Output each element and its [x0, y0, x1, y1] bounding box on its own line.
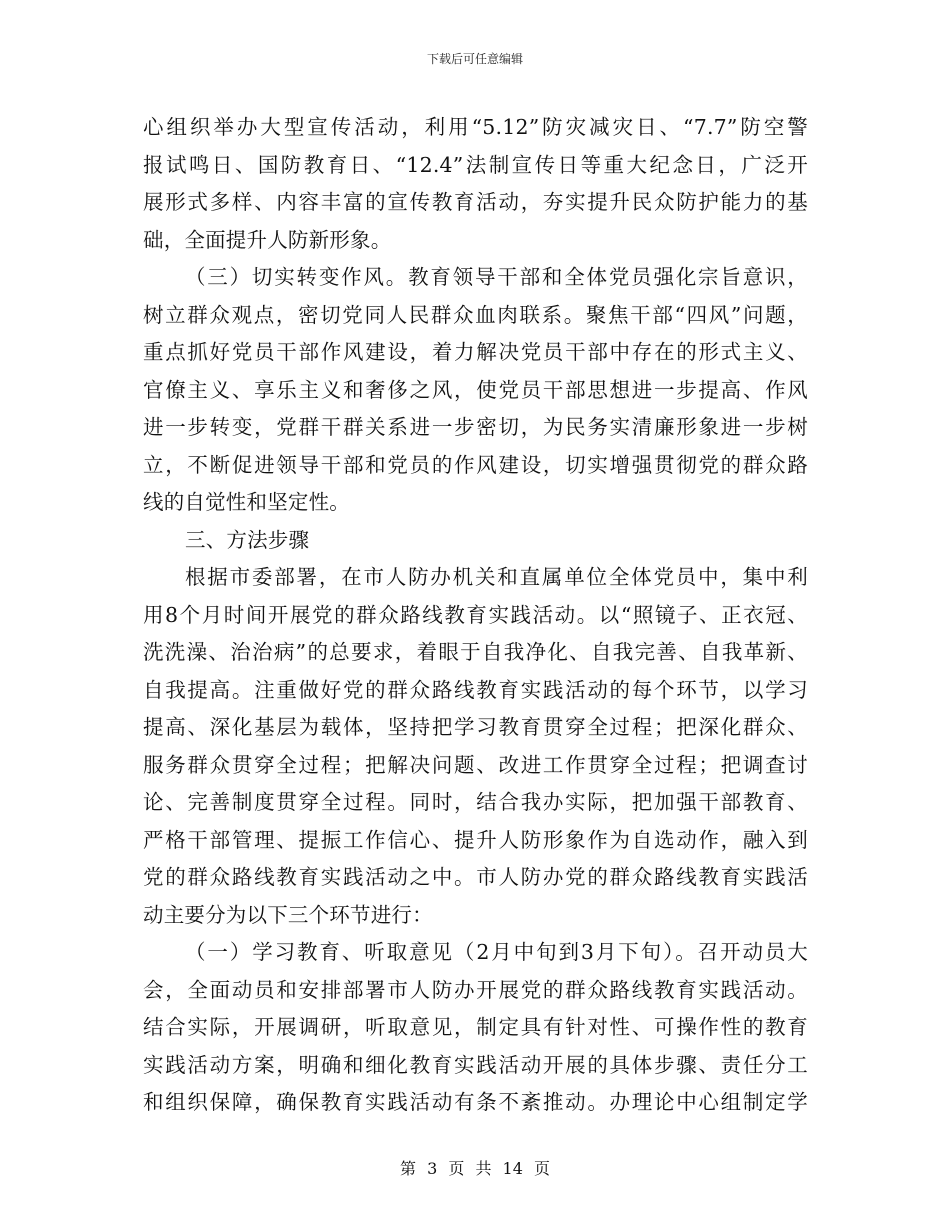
text-line: 进一步转变，党群干群关系进一步密切，为民务实清廉形象进一步树 [143, 415, 808, 439]
text-line: 心组织举办大型宣传活动，利用“5.12”防灾减灾日、“7.7”防空警 [143, 115, 808, 139]
text-line: 论、完善制度贯穿全过程。同时，结合我办实际，把加强干部教育、 [143, 790, 808, 814]
text-line: 根据市委部署，在市人防办机关和直属单位全体党员中，集中利 [185, 565, 808, 589]
text-line: 用8个月时间开展党的群众路线教育实践活动。以“照镜子、正衣冠、 [143, 602, 808, 627]
text-line: 官僚主义、享乐主义和奢侈之风，使党员干部思想进一步提高、作风 [143, 377, 808, 402]
text-line: 动主要分为以下三个环节进行： [143, 902, 433, 927]
text-line: 和组织保障，确保教育实践活动有条不紊推动。办理论中心组制定学 [143, 1090, 808, 1114]
text-line: 实践活动方案，明确和细化教育实践活动开展的具体步骤、责任分工 [143, 1052, 808, 1077]
text-line: 树立群众观点，密切党同人民群众血肉联系。聚焦干部“四风”问题， [143, 302, 808, 327]
text-line: 立，不断促进领导干部和党员的作风建设，切实增强贯彻党的群众路 [143, 452, 808, 477]
text-line: 自我提高。注重做好党的群众路线教育实践活动的每个环节，以学习 [143, 677, 808, 702]
text-line: 结合实际，开展调研，听取意见，制定具有针对性、可操作性的教育 [143, 1015, 808, 1039]
text-line: 线的自觉性和坚定性。 [143, 490, 350, 514]
text-line: （三）切实转变作风。教育领导干部和全体党员强化宗旨意识， [185, 265, 808, 289]
text-line: 党的群众路线教育实践活动之中。市人防办党的群众路线教育实践活 [143, 865, 808, 889]
text-line: 服务群众贯穿全过程；把解决问题、改进工作贯穿全过程；把调查讨 [143, 752, 808, 777]
text-line: 洗洗澡、治治病”的总要求，着眼于自我净化、自我完善、自我革新、 [143, 640, 808, 664]
page-number-footer: 第 3 页 共 14 页 [400, 1159, 550, 1178]
text-line: 重点抓好党员干部作风建设，着力解决党员干部中存在的形式主义、 [143, 340, 808, 364]
text-line: 三、方法步骤 [185, 527, 310, 552]
text-line: 提高、深化基层为载体，坚持把学习教育贯穿全过程；把深化群众、 [143, 715, 808, 739]
text-line: 础，全面提升人防新形象。 [143, 227, 392, 252]
page-header: 下载后可任意编辑 [426, 52, 523, 66]
text-line: （一）学习教育、听取意见（2月中旬到3月下旬）。召开动员大 [185, 940, 808, 964]
text-line: 报试鸣日、国防教育日、“12.4”法制宣传日等重大纪念日，广泛开 [143, 152, 808, 177]
document-body [143, 109, 808, 1122]
text-line: 会，全面动员和安排部署市人防办开展党的群众路线教育实践活动。 [143, 977, 808, 1002]
text-line: 严格干部管理、提振工作信心、提升人防形象作为自选动作，融入到 [143, 827, 808, 852]
text-line: 展形式多样、内容丰富的宣传教育活动，夯实提升民众防护能力的基 [143, 190, 808, 214]
